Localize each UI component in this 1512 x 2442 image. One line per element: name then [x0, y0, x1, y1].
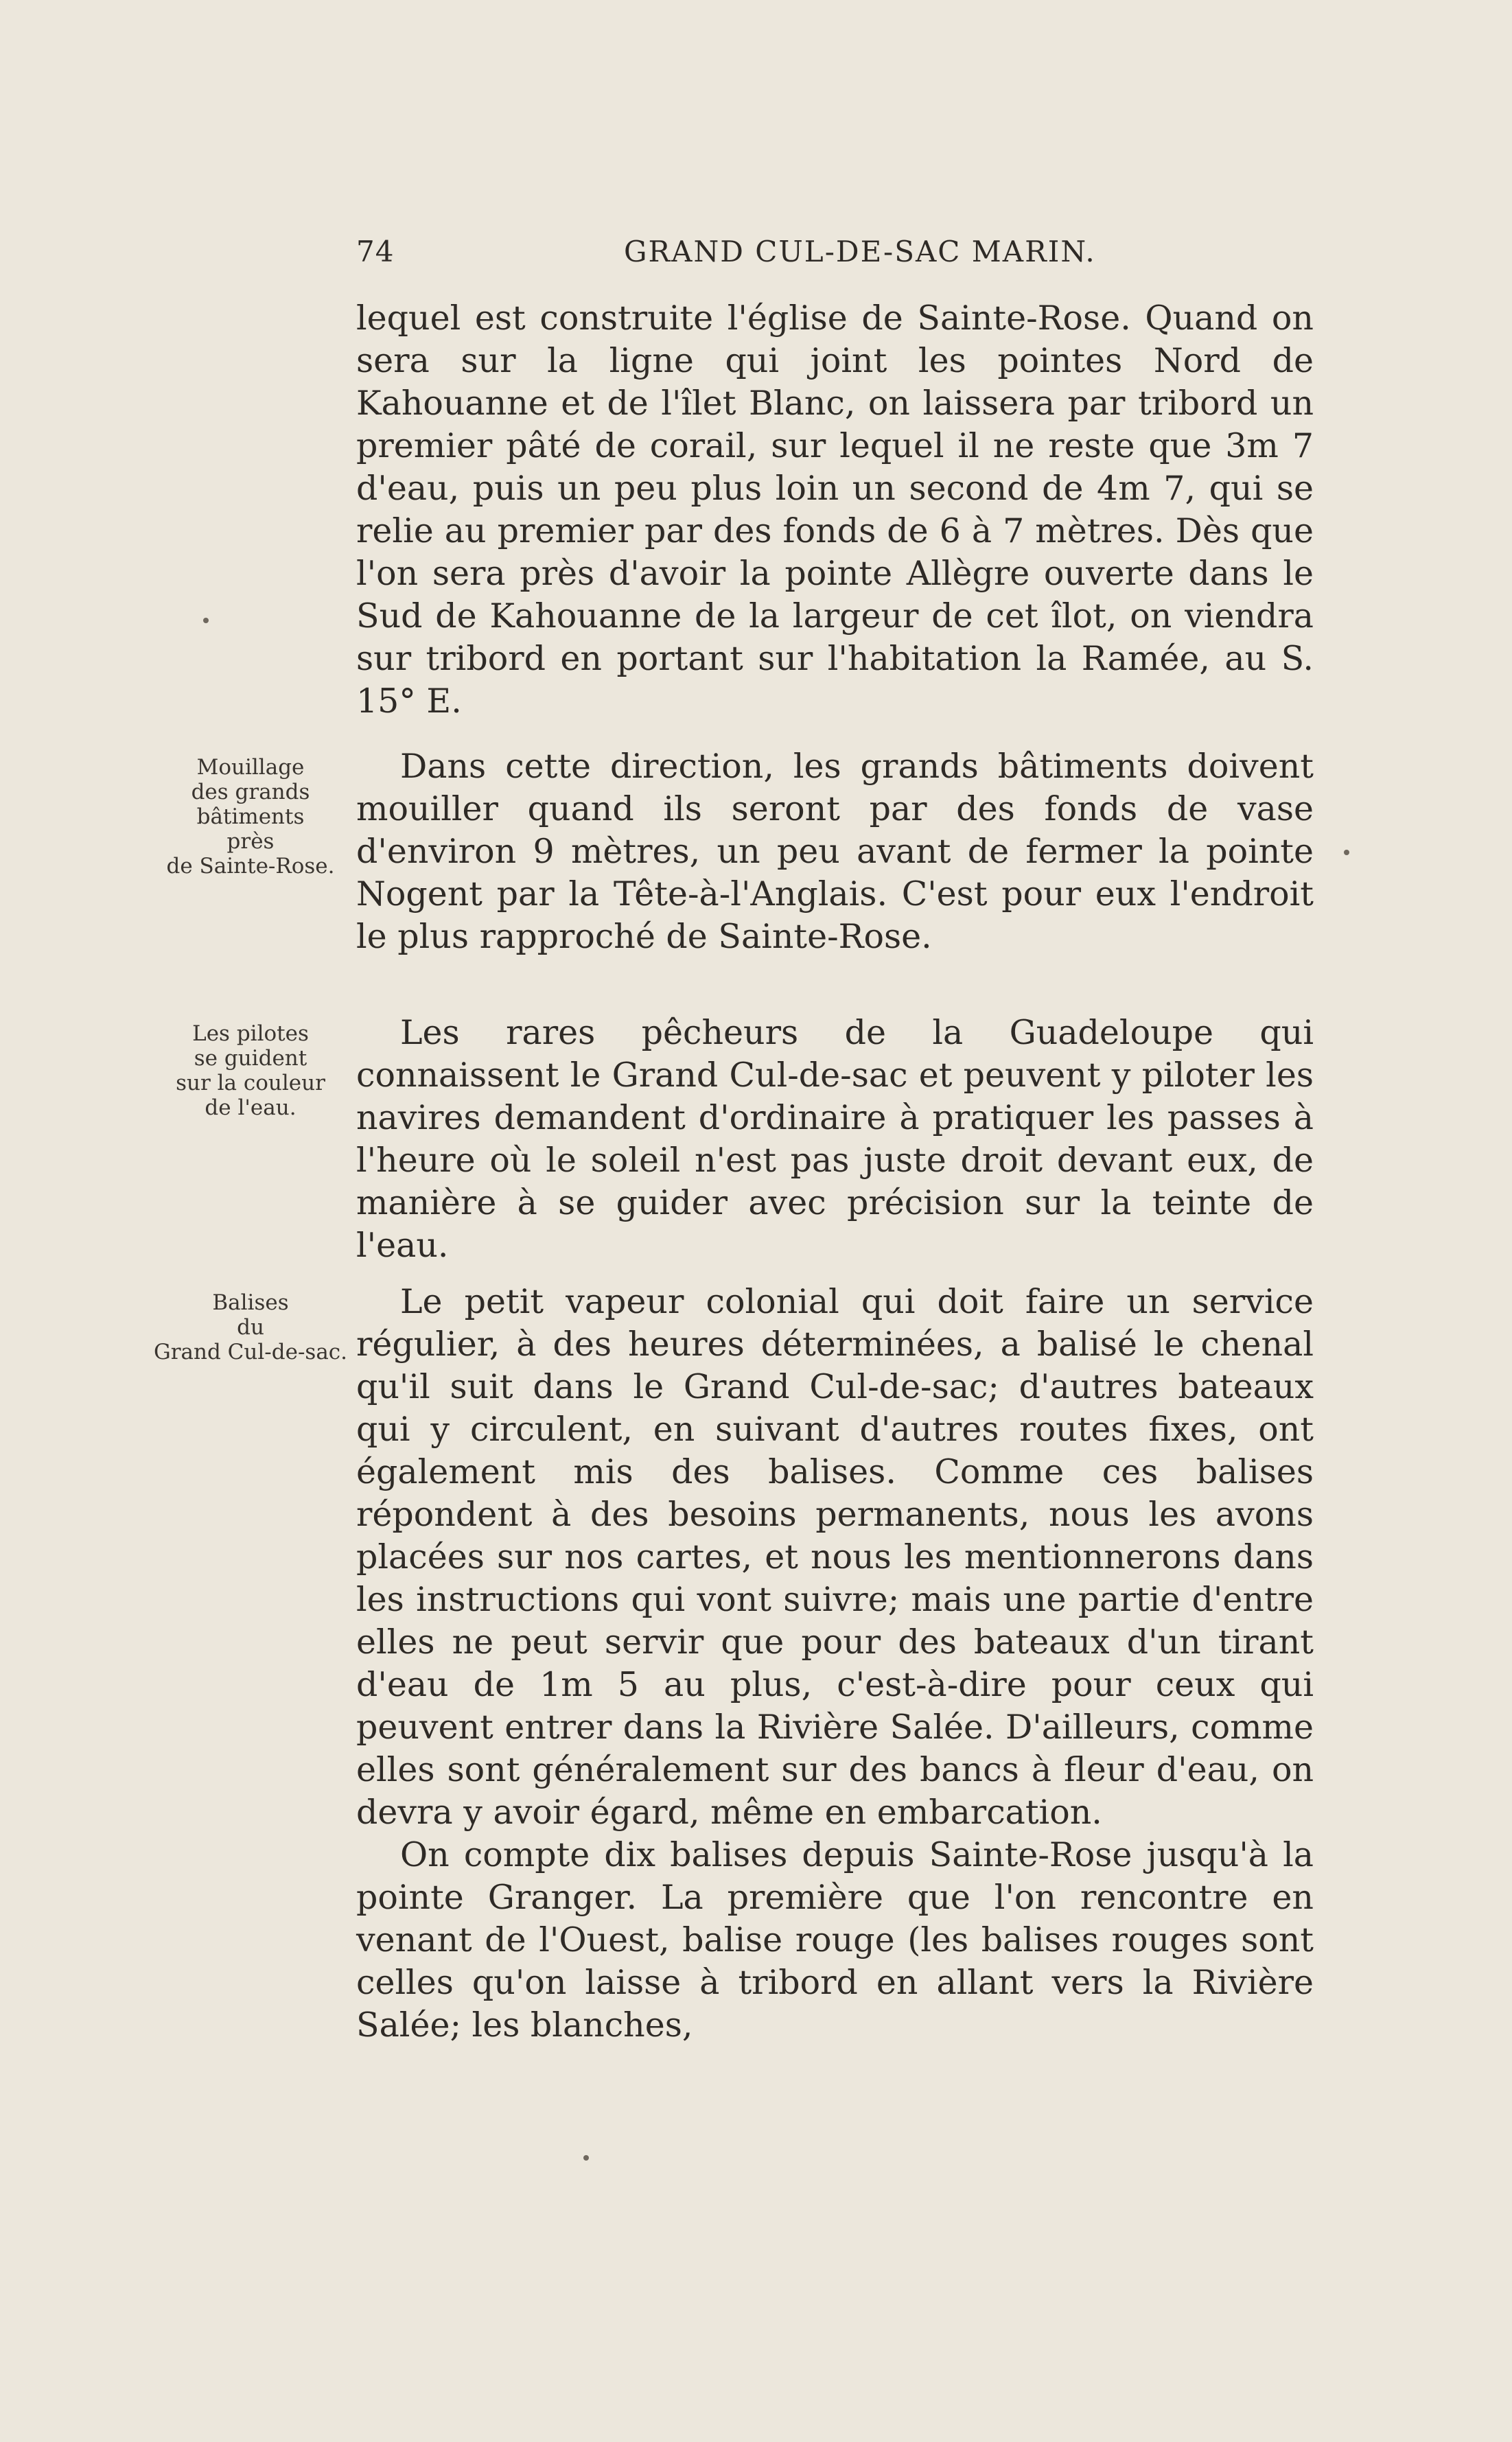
paragraph: Dans cette direction, les grands bâtiments doivent mouiller quand ils seront par des fonds de vase d'environ 9 mètres, un peu avant de fermer la pointe Nogent par la Tête-à-l'Anglais. C'est pour eux l'endroit le plus rapproché de Sainte-Rose.	[356, 747, 1314, 956]
margin-note-line: du	[237, 1315, 264, 1340]
margin-note-pilotes	[151, 1021, 350, 1120]
margin-note-line: près	[226, 829, 275, 854]
paragraph: lequel est construite l'église de Sainte-Rose. Quand on sera sur la ligne qui joint les pointes Nord de Kahouanne et de l'îlet Blanc, on laissera par tribord un premier pâté de corail, sur lequel il ne reste que 3m 7 d'eau, puis un peu plus loin un second de 4m 7, qui se relie au premier par des fonds de 6 à 7 mètres. Dès que l'on sera près d'avoir la pointe Allègre ouverte dans le Sud de Kahouanne de la largeur de cet îlot, on viendra sur tribord en portant sur l'habitation la Ramée, au S. 15° E.	[356, 299, 1314, 721]
paragraph-balises	[356, 1281, 1314, 2047]
margin-note-balises	[151, 1290, 350, 1364]
margin-note-line: sur la couleur	[176, 1071, 325, 1095]
paper-speck	[203, 618, 209, 623]
margin-note-line: bâtiments	[196, 804, 305, 829]
paragraph-pilotes	[356, 1012, 1314, 1267]
running-title: GRAND CUL-DE-SAC MARIN.	[624, 235, 1096, 268]
margin-note-line: de l'eau.	[205, 1095, 296, 1120]
margin-note-line: des grands	[191, 780, 310, 804]
paragraph-mouillage	[356, 745, 1314, 958]
margin-note-line: se guident	[194, 1046, 307, 1071]
paragraph: Le petit vapeur colonial qui doit faire un service régulier, à des heures déterminées, a balisé le chenal qu'il suit dans le Grand Cul-de-sac; d'autres bateaux qui y circulent, en suivant d'autres routes fixes, ont également mis des balises. Comme ces balises répondent à des besoins permanents, nous les avons placées sur nos cartes, et nous les mentionnerons dans les instructions qui vont suivre; mais une partie d'entre elles ne peut servir que pour des bateaux d'un tirant d'eau de 1m 5 au plus, c'est-à-dire pour ceux qui peuvent entrer dans la Rivière Salée. D'ailleurs, comme elles sont généralement sur des bancs à fleur d'eau, on devra y avoir égard, même en embarcation.	[356, 1282, 1314, 1832]
page-header	[356, 235, 1317, 276]
margin-note-line: Grand Cul-de-sac.	[153, 1340, 348, 1364]
paper-speck	[583, 2155, 589, 2161]
margin-note-line: Les pilotes	[192, 1021, 309, 1046]
paper-speck	[1344, 850, 1349, 855]
page-number: 74	[356, 235, 395, 268]
margin-note-mouillage	[151, 755, 350, 879]
margin-note-line: Balises	[212, 1290, 289, 1315]
paragraph: On compte dix balises depuis Sainte-Rose jusqu'à la pointe Granger. La première que l'on rencontre en venant de l'Ouest, balise rouge (les balises rouges sont celles qu'on laisse à tribord en allant vers la Rivière Salée; les blanches,	[356, 1835, 1314, 2045]
paragraph: Les rares pêcheurs de la Guadeloupe qui connaissent le Grand Cul-de-sac et peuvent y piloter les navires demandent d'ordinaire à pratiquer les passes à l'heure où le soleil n'est pas juste droit devant eux, de manière à se guider avec précision sur la teinte de l'eau.	[356, 1013, 1314, 1265]
paragraph-continuation	[356, 297, 1314, 723]
margin-note-line: de Sainte-Rose.	[166, 854, 335, 879]
margin-note-line: Mouillage	[196, 755, 305, 780]
